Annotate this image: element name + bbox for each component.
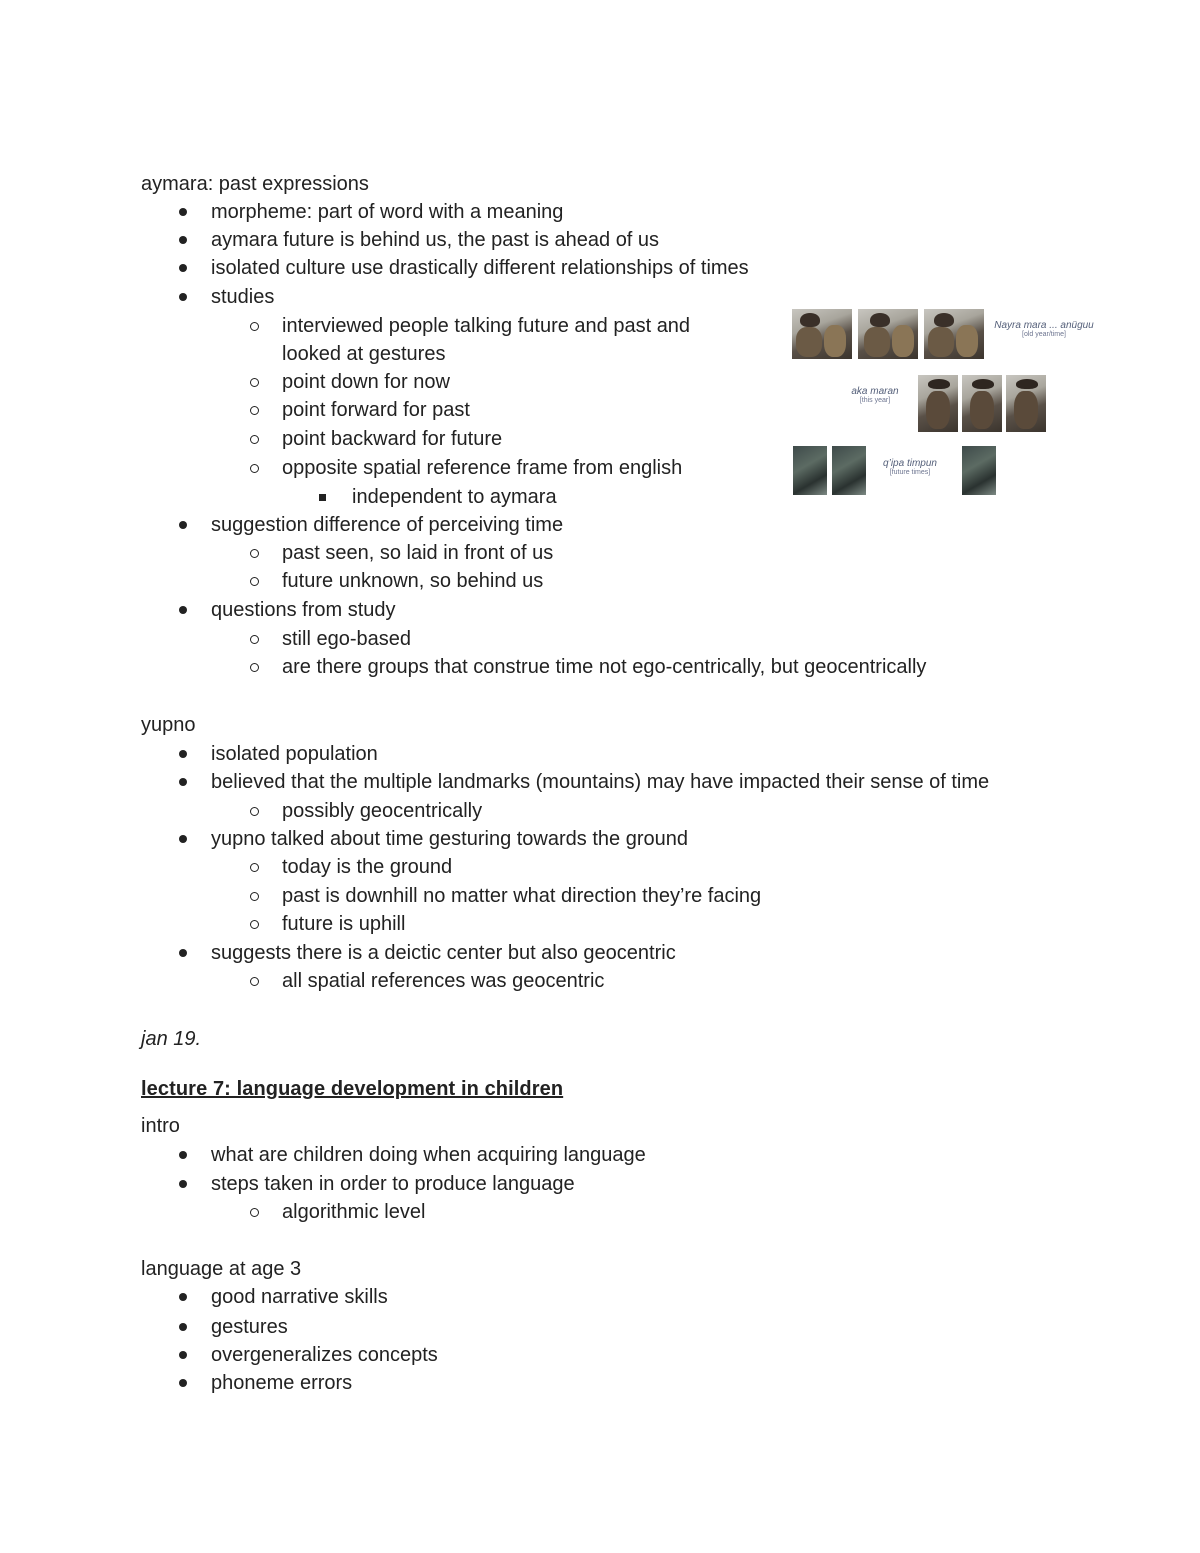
gesture-photo xyxy=(962,375,1002,432)
list-item: what are children doing when acquiring language xyxy=(211,1141,646,1169)
bullet-icon xyxy=(179,264,187,272)
circle-bullet-icon xyxy=(250,892,259,901)
bullet-icon xyxy=(179,778,187,786)
gesture-photo xyxy=(832,446,866,495)
list-item: gestures xyxy=(211,1313,288,1341)
list-item: believed that the multiple landmarks (mountains) may have impacted their sense of time xyxy=(211,768,989,796)
bullet-icon xyxy=(179,293,187,301)
list-item: phoneme errors xyxy=(211,1369,352,1397)
list-item: aymara future is behind us, the past is ahead of us xyxy=(211,226,659,254)
gesture-photo xyxy=(918,375,958,432)
list-item: possibly geocentrically xyxy=(282,797,482,825)
date-label: jan 19. xyxy=(141,1028,202,1050)
circle-bullet-icon xyxy=(250,577,259,586)
gesture-photo xyxy=(924,309,984,359)
gesture-photo xyxy=(793,446,827,495)
circle-bullet-icon xyxy=(250,435,259,444)
list-item: good narrative skills xyxy=(211,1283,388,1311)
list-item: isolated population xyxy=(211,740,378,768)
list-item: questions from study xyxy=(211,596,396,624)
bullet-icon xyxy=(179,208,187,216)
bullet-icon xyxy=(179,949,187,957)
circle-bullet-icon xyxy=(250,663,259,672)
list-item: future unknown, so behind us xyxy=(282,567,543,595)
circle-bullet-icon xyxy=(250,977,259,986)
circle-bullet-icon xyxy=(250,464,259,473)
list-item: morpheme: part of word with a meaning xyxy=(211,198,563,226)
list-item: algorithmic level xyxy=(282,1198,425,1226)
list-item-continuation: looked at gestures xyxy=(282,343,446,365)
bullet-icon xyxy=(179,1151,187,1159)
list-item: studies xyxy=(211,283,274,311)
list-item: still ego-based xyxy=(282,625,411,653)
list-item: yupno talked about time gesturing towards the ground xyxy=(211,825,688,853)
lecture-heading: lecture 7: language development in children xyxy=(141,1078,564,1100)
bullet-icon xyxy=(179,1180,187,1188)
circle-bullet-icon xyxy=(250,378,259,387)
aymara-gesture-figure xyxy=(790,306,1102,498)
section-title-age3: language at age 3 xyxy=(141,1258,302,1280)
list-item: steps taken in order to produce language xyxy=(211,1170,575,1198)
circle-bullet-icon xyxy=(250,635,259,644)
gesture-photo xyxy=(1006,375,1046,432)
list-item: point forward for past xyxy=(282,396,470,424)
gesture-photo xyxy=(792,309,852,359)
figure-caption: aka maran [this year] xyxy=(851,386,899,404)
circle-bullet-icon xyxy=(250,549,259,558)
list-item: interviewed people talking future and past and xyxy=(282,312,690,340)
figure-caption: Nayra mara ... anüguu [old year/time] xyxy=(994,320,1094,338)
list-item: point down for now xyxy=(282,368,450,396)
bullet-icon xyxy=(179,1379,187,1387)
gesture-photo xyxy=(962,446,996,495)
list-item: isolated culture use drastically different relationships of times xyxy=(211,254,749,282)
section-title-intro: intro xyxy=(141,1115,180,1137)
list-item: today is the ground xyxy=(282,853,452,881)
circle-bullet-icon xyxy=(250,1208,259,1217)
bullet-icon xyxy=(179,750,187,758)
bullet-icon xyxy=(179,606,187,614)
list-item: overgeneralizes concepts xyxy=(211,1341,438,1369)
list-item: independent to aymara xyxy=(352,483,557,511)
list-item: suggests there is a deictic center but also geocentric xyxy=(211,939,676,967)
circle-bullet-icon xyxy=(250,863,259,872)
section-title-aymara: aymara: past expressions xyxy=(141,173,369,195)
list-item: suggestion difference of perceiving time xyxy=(211,511,563,539)
bullet-icon xyxy=(179,1293,187,1301)
bullet-icon xyxy=(179,521,187,529)
list-item: past seen, so laid in front of us xyxy=(282,539,553,567)
list-item: past is downhill no matter what direction they’re facing xyxy=(282,882,761,910)
square-bullet-icon xyxy=(319,494,326,501)
section-title-yupno: yupno xyxy=(141,714,196,736)
list-item: all spatial references was geocentric xyxy=(282,967,604,995)
gesture-photo xyxy=(858,309,918,359)
list-item: point backward for future xyxy=(282,425,502,453)
list-item: opposite spatial reference frame from english xyxy=(282,454,682,482)
circle-bullet-icon xyxy=(250,920,259,929)
bullet-icon xyxy=(179,236,187,244)
list-item: future is uphill xyxy=(282,910,405,938)
bullet-icon xyxy=(179,835,187,843)
bullet-icon xyxy=(179,1351,187,1359)
circle-bullet-icon xyxy=(250,322,259,331)
circle-bullet-icon xyxy=(250,406,259,415)
figure-caption: q’ipa timpun [future times] xyxy=(883,458,937,476)
circle-bullet-icon xyxy=(250,807,259,816)
bullet-icon xyxy=(179,1323,187,1331)
list-item: are there groups that construe time not ego-centrically, but geocentrically xyxy=(282,653,926,681)
